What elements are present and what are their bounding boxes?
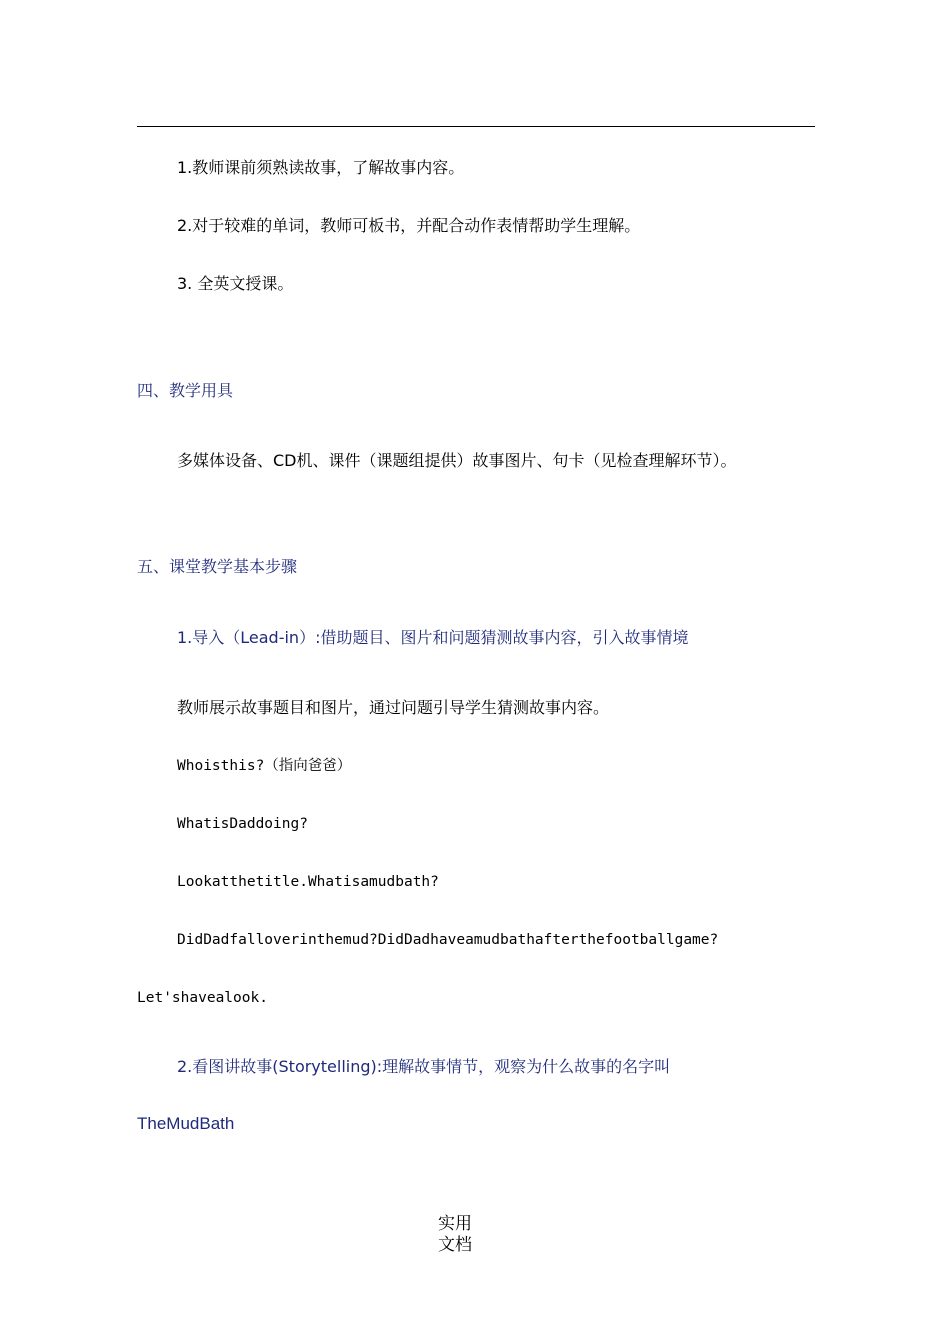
step-1-intro: 教师展示故事题目和图片，通过问题引导学生猜测故事内容。 xyxy=(177,698,610,717)
section-5-heading: 五、课堂教学基本步骤 xyxy=(137,557,298,576)
step-1-closing: Let'shavealook. xyxy=(137,990,268,1006)
step-1-heading: 1.导入（Lead-in）:借助题目、图片和问题猜测故事内容，引入故事情境 xyxy=(177,628,689,647)
section-4-heading: 四、教学用具 xyxy=(137,381,234,400)
section-4-body: 多媒体设备、CD机、课件（课题组提供）故事图片、句卡（见检查理解环节）。 xyxy=(177,451,737,470)
footer-line-2: 文档 xyxy=(438,1235,472,1255)
footer-line-1: 实用 xyxy=(438,1214,472,1234)
step-2-heading: 2.看图讲故事(Storytelling):理解故事情节，观察为什么故事的名字叫 xyxy=(177,1057,671,1076)
question-2: WhatisDaddoing? xyxy=(177,816,308,832)
header-rule xyxy=(137,126,815,127)
question-4: DidDadfalloverinthemud?DidDadhaveamudbathafterthefootballgame? xyxy=(177,932,719,948)
story-title: TheMudBath xyxy=(137,1114,235,1133)
question-1: Whoisthis?（指向爸爸） xyxy=(177,758,352,774)
note-1: 1.教师课前须熟读故事，了解故事内容。 xyxy=(177,158,465,177)
note-2: 2.对于较难的单词，教师可板书，并配合动作表情帮助学生理解。 xyxy=(177,216,641,235)
question-3: Lookatthetitle.Whatisamudbath? xyxy=(177,874,439,890)
note-3: 3. 全英文授课。 xyxy=(177,274,294,293)
